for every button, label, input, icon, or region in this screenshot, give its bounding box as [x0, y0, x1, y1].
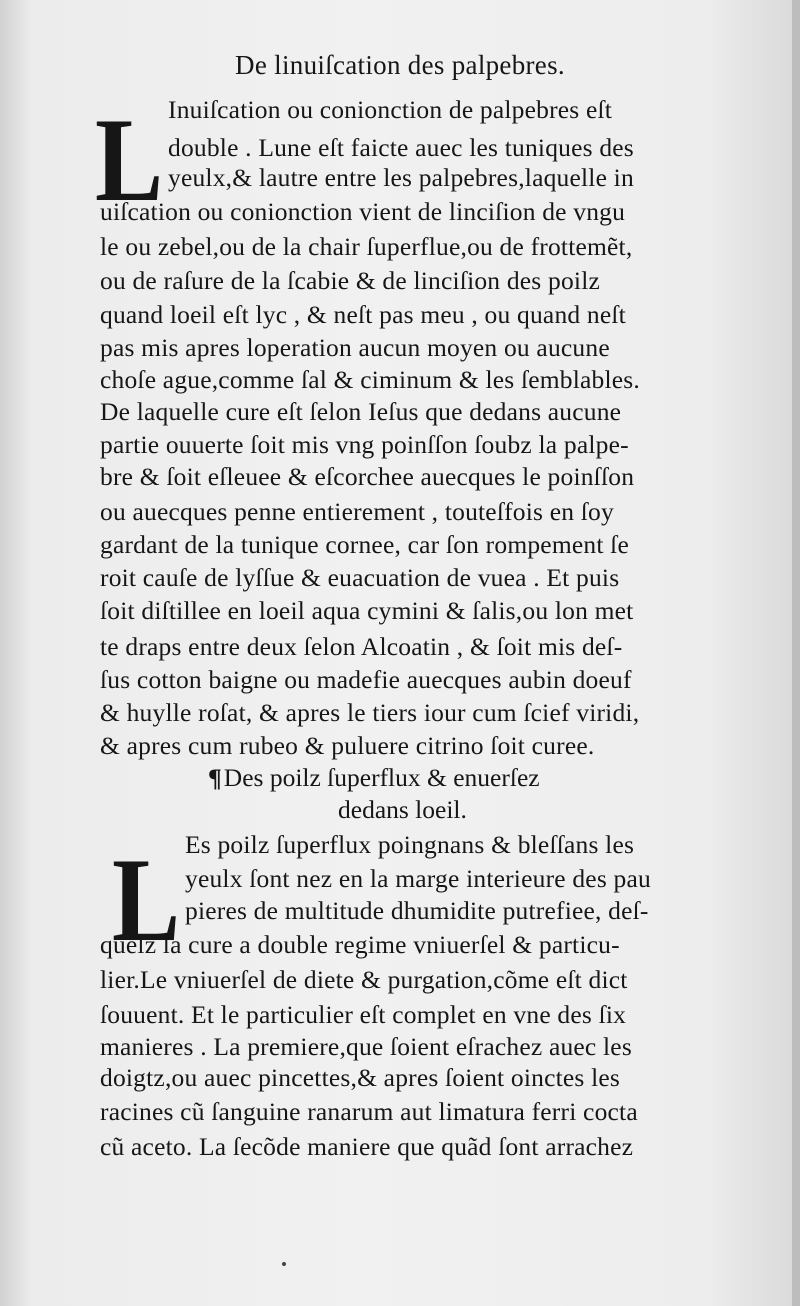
text-line: gardant de la tunique cornee, car ſon rompement ſe	[100, 530, 629, 559]
text-line: double . Lune eſt faicte auec les tuniques des	[168, 133, 634, 162]
drop-cap-l-second: L	[112, 833, 181, 966]
text-line: yeulx ſont nez en la marge interieure des pau	[185, 864, 651, 893]
text-line: doigtz,ou auec pincettes,& apres ſoient oinctes les	[100, 1063, 621, 1092]
text-line: ſus cotton baigne ou madefie auecques aubin doeuf	[100, 665, 632, 694]
ink-mark	[282, 1262, 286, 1266]
text-line: roit cauſe de lyſſue & euacuation de vuea . Et puis	[100, 563, 620, 592]
section-heading-line-1: ¶Des poilz ſuperflux & enuerſez	[208, 763, 540, 792]
text-line: ou auecques penne entierement , touteſfois en ſoy	[100, 497, 614, 526]
section-heading-line-2: dedans loeil.	[338, 795, 467, 824]
text-line: Es poilz ſuperflux poingnans & bleſſans les	[185, 830, 635, 859]
text-line: De laquelle cure eſt ſelon Ieſus que dedans aucune	[100, 397, 622, 426]
text-line: partie ouuerte ſoit mis vng poinſſon ſoubz la palpe-	[100, 430, 629, 459]
page-edge	[792, 0, 800, 1306]
text-line: uiſcation ou conionction vient de linciſion de vngu	[100, 197, 626, 226]
text-line: quand loeil eſt lyc , & neſt pas meu , ou quand neſt	[100, 300, 626, 329]
text-line: lier.Le vniuerſel de diete & purgation,cõme eſt dict	[100, 965, 628, 994]
text-line: cũ aceto. La ſecõde maniere que quãd ſont arrachez	[100, 1132, 634, 1161]
text-line: te draps entre deux ſelon Alcoatin , & ſoit mis deſ-	[100, 632, 623, 661]
text-line: le ou zebel,ou de la chair ſuperflue,ou de frottemẽt,	[100, 232, 633, 261]
text-line: & apres cum rubeo & puluere citrino ſoit curee.	[100, 731, 595, 760]
text-line: racines cũ ſanguine ranarum aut limatura ferri cocta	[100, 1097, 638, 1126]
text-line: pieres de multitude dhumidite putrefiee, deſ-	[185, 896, 649, 925]
pilcrow-icon: ¶	[208, 763, 222, 792]
text-line: manieres . La premiere,que ſoient eſrachez auec les	[100, 1032, 632, 1061]
text-line: bre & ſoit eſleuee & eſcorchee auecques le poinſſon	[100, 462, 635, 491]
text-line: Inuiſcation ou conionction de palpebres eſt	[168, 95, 613, 124]
page-title: De linuiſcation des palpebres.	[235, 50, 565, 80]
text-line: quelz la cure a double regime vniuerſel & particu-	[100, 930, 620, 959]
text-line: ſouuent. Et le particulier eſt complet en vne des ſix	[100, 1000, 627, 1029]
text-line: choſe ague,comme ſal & ciminum & les ſemblables.	[100, 365, 640, 394]
drop-cap-l-first: L	[95, 93, 164, 226]
text-line: pas mis apres loperation aucun moyen ou aucune	[100, 333, 610, 362]
text-line: ſoit diſtillee en loeil aqua cymini & ſalis,ou lon met	[100, 596, 634, 625]
text-line: & huylle roſat, & apres le tiers iour cum ſcief viridi,	[100, 698, 640, 727]
text-line: yeulx,& lautre entre les palpebres,laquelle in	[168, 163, 634, 192]
text-line: ou de raſure de la ſcabie & de linciſion des poilz	[100, 266, 600, 295]
